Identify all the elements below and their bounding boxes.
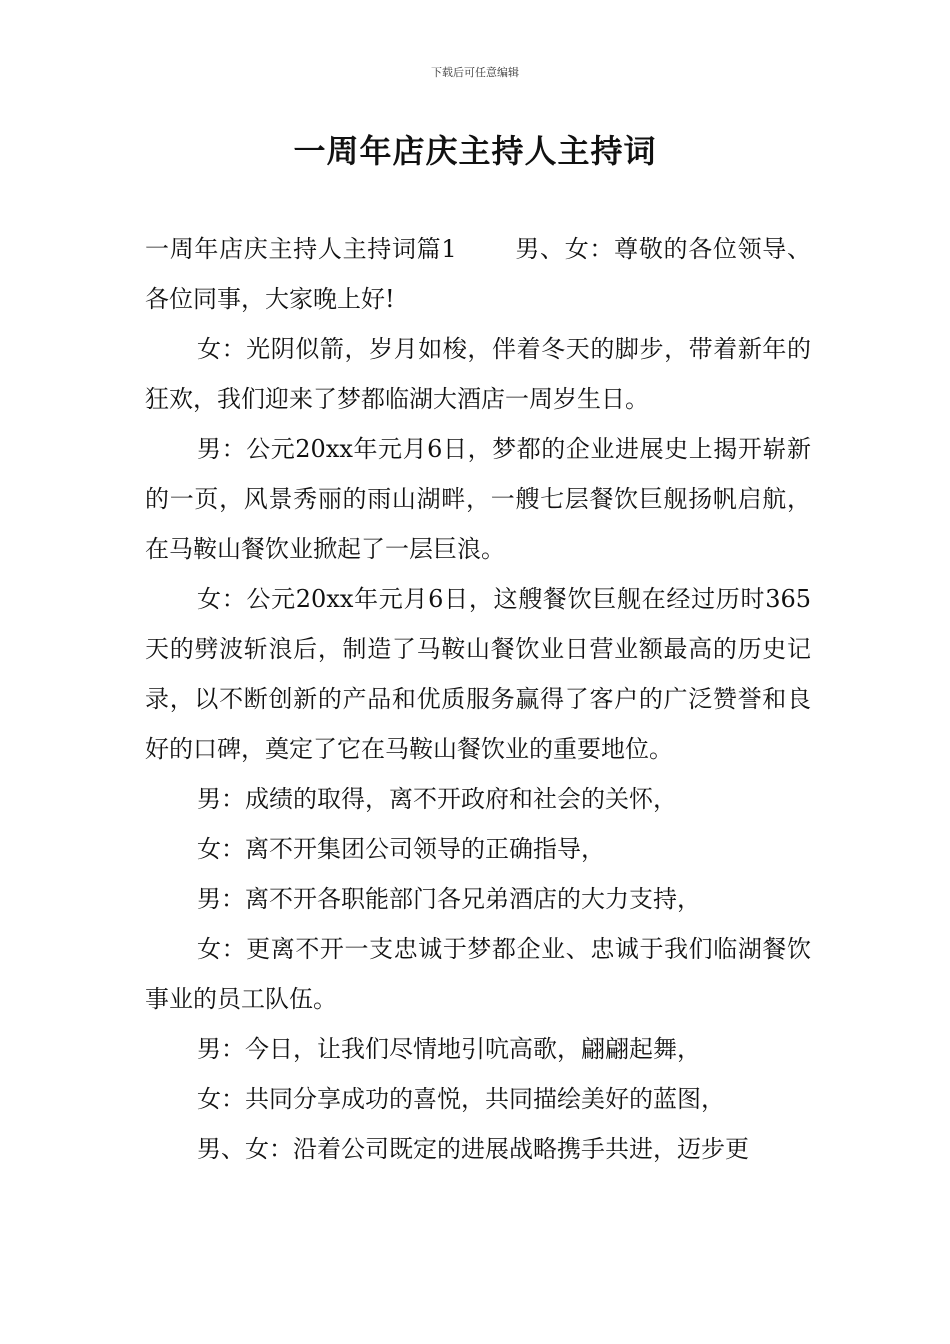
paragraph-1: 女：光阴似箭，岁月如梭，伴着冬天的脚步，带着新年的狂欢，我们迎来了梦都临湖大酒店一周岁生日。 [145, 335, 811, 413]
paragraph-7: 女：更离不开一支忠诚于梦都企业、忠诚于我们临湖餐饮事业的员工队伍。 [145, 935, 811, 1013]
paragraph-10: 男、女：沿着公司既定的进展战略携手共进，迈步更 [197, 1135, 749, 1163]
paragraph-8: 男：今日，让我们尽情地引吭高歌，翩翩起舞， [197, 1035, 701, 1063]
paragraph-5: 女：离不开集团公司领导的正确指导， [197, 835, 605, 863]
intro-greeting: 男、女：尊敬的各位领导、各位同事，大家晚上好! [145, 235, 811, 313]
intro-paragraph [145, 224, 811, 324]
paragraph-4: 男：成绩的取得，离不开政府和社会的关怀， [197, 785, 677, 813]
document-title: 一周年店庆主持人主持词 [293, 132, 657, 170]
paragraph-2: 男：公元20xx年元月6日，梦都的企业进展史上揭开崭新的一页，风景秀丽的雨山湖畔，一艘七层餐饮巨舰扬帆启航，在马鞍山餐饮业掀起了一层巨浪。 [145, 435, 811, 563]
paragraph-3: 女：公元20xx年元月6日，这艘餐饮巨舰在经过历时365天的劈波斩浪后，制造了马鞍山餐饮业日营业额最高的历史记录，以不断创新的产品和优质服务赢得了客户的广泛赞誉和良好的口碑，奠定了它在马鞍山餐饮业的重要地位。 [145, 585, 811, 763]
page-header-note: 下载后可任意编辑 [431, 66, 519, 79]
paragraph-6: 男：离不开各职能部门各兄弟酒店的大力支持， [197, 885, 701, 913]
intro-heading: 一周年店庆主持人主持词篇1 [145, 235, 457, 263]
paragraph-9: 女：共同分享成功的喜悦，共同描绘美好的蓝图， [197, 1085, 725, 1113]
document-body [145, 224, 811, 1174]
